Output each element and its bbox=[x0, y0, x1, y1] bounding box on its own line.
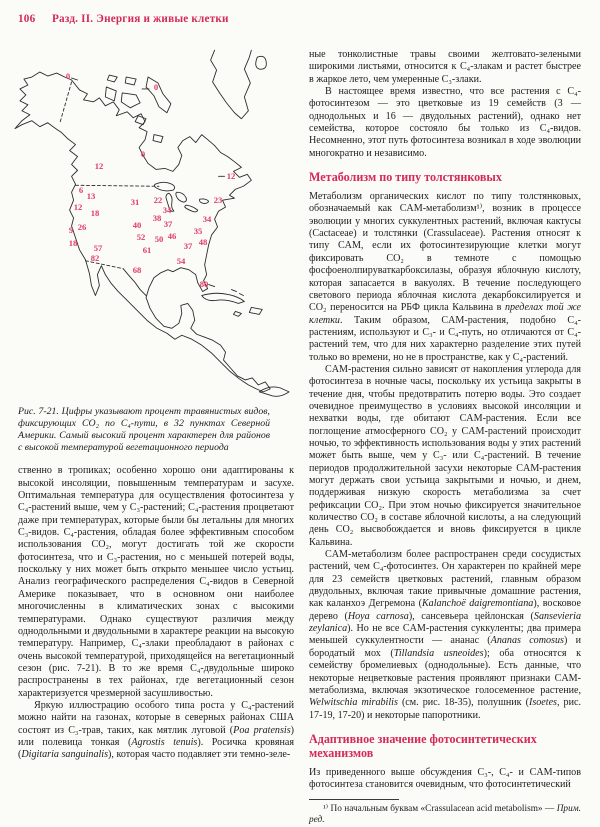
map-point-value: 34 bbox=[162, 205, 172, 215]
paragraph: CAM-метаболизм более распространен среди сосудистых растений, чем C₄-фотосинтез. Он характерен по крайней мере для 23 семейств цветковых растений, главным образом двудольных, включая такие привычные домашние растения, как каланхоэ Дегремона (Kalanchoë daigremontiana), восковое дерево (Hoya carnosa), сансевьера цейлонская (Sansevieria zeylanica). Но не все CAM-растения суккуленты; два примера меньшей суккулентности — ананас (Ananas comosus) и бородатый мох (Tillandsia usneoides); оба относятся к семейству бромелиевых (однодольные). Есть данные, что некоторые нецветковые растения проявляют признаки CAM-метаболизма, включая экзотическое голосеменное растение, Welwitschia mirabilis (см. рис. 18-35), полушник (Isoetes, рис. 17-19, 17-20) и некоторые папоротники. bbox=[309, 549, 581, 721]
arctic-island bbox=[121, 93, 140, 108]
page-number: 106 bbox=[18, 13, 36, 25]
jamaica bbox=[233, 311, 241, 316]
left-column-text bbox=[18, 465, 294, 761]
map-point-value: 82 bbox=[90, 253, 100, 263]
two-column-layout bbox=[18, 49, 581, 827]
border-us-canada-dashed bbox=[76, 185, 159, 186]
greenland-small-island bbox=[256, 56, 267, 69]
lake-erie bbox=[185, 205, 198, 212]
map-point-value: 0 bbox=[153, 82, 159, 92]
map-point-value: 50 bbox=[154, 234, 164, 244]
footnote-rule bbox=[309, 799, 399, 800]
paragraph: Яркую иллюстрацию особого типа роста у C₄-растений можно найти на газонах, которые в северных районах США состоят из C₃-трав, таких, как мятлик луговой (Poa pratensis) или полевица тонкая (Agrostis tenuis). Росичка кровяная (Digitaria sanguinalis), которая часто подавляет эти темно-зеле- bbox=[18, 699, 295, 761]
border-alaska-dashed bbox=[60, 82, 72, 124]
map-point-value: 35 bbox=[193, 226, 203, 236]
section-adaptive-significance-text bbox=[309, 767, 581, 792]
map-point-value: 68 bbox=[132, 265, 142, 275]
map-point-value: 37 bbox=[163, 219, 173, 229]
map-point-value: 31 bbox=[130, 197, 140, 207]
page-header bbox=[18, 13, 581, 25]
map-point-value: 22 bbox=[153, 195, 163, 205]
figure-7-21 bbox=[18, 49, 294, 454]
map-point-value: 61 bbox=[142, 245, 152, 255]
section-cam-metabolism-text bbox=[309, 191, 581, 722]
map-point-value: 13 bbox=[86, 191, 96, 201]
map-point-value: 80 bbox=[199, 279, 209, 289]
right-column-intro bbox=[309, 49, 581, 160]
map-point-value: 12 bbox=[94, 161, 104, 171]
map-point-value: 9 bbox=[68, 225, 74, 235]
map-point-value: 18 bbox=[90, 208, 100, 218]
baffin-island bbox=[146, 77, 171, 113]
hispaniola bbox=[249, 307, 262, 314]
map-point-value: 0 bbox=[65, 71, 71, 81]
bahamas bbox=[231, 290, 243, 296]
map-point-value: 18 bbox=[68, 238, 78, 248]
map-point-value: 37 bbox=[183, 241, 193, 251]
section-heading-adaptive-significance: Адаптивное значение фотосинтетических механизмов bbox=[309, 731, 537, 760]
figure-caption: Рис. 7-21. Цифры указывают процент травянистых видов, фиксирующих CO₂ по C₄-пути, в 32 пунктах Северной Америки. Самый высокий процент характерен для районов с высокой температурой вегетационного периода bbox=[18, 406, 270, 454]
cuba bbox=[202, 293, 245, 303]
left-column bbox=[18, 49, 294, 827]
map-point-value: 48 bbox=[198, 237, 208, 247]
paragraph: ные тонколистные травы своими желтовато-зелеными широкими листьями, относится к C₄-злакам и растет быстрее в жаркое лето, чем умеренные C₃-злаки. bbox=[309, 49, 581, 85]
map-point-value: 38 bbox=[152, 213, 162, 223]
arctic-island bbox=[125, 77, 136, 85]
section-heading-cam-metabolism: Метаболизм по типу толстянковых bbox=[309, 170, 502, 185]
right-column bbox=[309, 49, 581, 827]
chapter-title: Разд. II. Энергия и живые клетки bbox=[52, 13, 229, 25]
north-america-map-graphic bbox=[10, 49, 300, 401]
map-point-value: 57 bbox=[93, 243, 103, 253]
lake-huron bbox=[176, 192, 187, 202]
paragraph: В настоящее время известно, что все растения с C₄-фотосинтезом — это цветковые из 19 семейств (3 — однодольных и 16 — двудольных растений), однако нет семейства, которое состояло бы только из C₄-видов. Несомненно, этот путь фотосинтеза возникал в ходе эволюции многократно и независимо. bbox=[309, 86, 581, 159]
map-point-value: 34 bbox=[202, 214, 212, 224]
map-point-value: 40 bbox=[132, 220, 142, 230]
north-america-map bbox=[10, 49, 300, 401]
map-point-value: 46 bbox=[167, 231, 177, 241]
map-point-value: 0 bbox=[140, 149, 146, 159]
map-point-value: 12 bbox=[226, 171, 236, 181]
paragraph: CAM-растения сильно зависят от накопления углерода для фотосинтеза в ночные часы, поскольку их устьица закрыты в течение дня, чтобы предотвратить потерю воды. Это создает очевидное преимущество в условиях высокой инсоляции и нехватки воды, где обитают CAM-растения. Если все поглощение атмосферного CO₂ у CAM-растений происходит ночью, то эффективность использования воды у этих растений может быть выше, чем у C₃- или C₄-растений. В течение периодов продолжительной засухи некоторые CAM-растения могут держать свои устьица закрытыми и ночью, и днем, поддерживая низкую скорость метаболизма за счет рефиксации CO₂. При этом ночью фиксируется значительное количество CO₂ в составе яблочной кислоты, а на следующий день CO₂ высвобождается и вновь фиксируется в цикле Кальвина. bbox=[309, 363, 581, 548]
greenland-partial bbox=[211, 50, 252, 119]
paragraph: Из приведенного выше обсуждения C₃-, C₄- и CAM-типов фотосинтеза становится очевидным, что фотосинтетический bbox=[309, 766, 581, 791]
arctic-island bbox=[105, 87, 116, 101]
southampton-island bbox=[153, 135, 163, 143]
map-point-value: 6 bbox=[78, 185, 84, 195]
map-point-value: 26 bbox=[77, 222, 87, 232]
map-point-value: 12 bbox=[73, 202, 83, 212]
map-point-value: 23 bbox=[213, 195, 223, 205]
lake-ontario bbox=[199, 199, 208, 203]
footnote-text: ¹⁾ По начальным буквам «Crassulacean acid metabolism» — Прим. ред. bbox=[309, 803, 581, 826]
footnote-block bbox=[309, 799, 581, 827]
paragraph: ственно в тропиках; особенно хорошо они адаптированы к высокой инсоляции, повышенным температурам и засухе. Оптимальная температура для осуществления фотосинтеза у C₄-растений выше, чем у C₃-растений; C₄-растения процветают даже при температурах, которые были бы летальны для многих C₃-видов. C₄-растения, обладая более эффективным способом использования CO₂, могут достигать той же скорости фотосинтеза, что и C₃-растения, но с меньшей потерей воды, поскольку у них может быть открыто меньшее число устьиц. Анализ географического распределения C₄-видов в Северной Америке показывает, что в основном они наиболее многочисленны в климатических зонах с высокими температурами. Однако существуют различия между однодольными и двудольными в характере реакции на высокую температуру. Например, C₄-злаки преобладают в районах с очень высокой температурой, приходящейся на вегетационный сезон (рис. 7-21). В то же время C₄-двудольные широко распространены в тех районах, где вегетационный сезон характеризуется чрезмерной засушливостью. bbox=[18, 465, 294, 699]
map-point-value: 52 bbox=[136, 232, 146, 242]
map-point-value: 54 bbox=[176, 256, 186, 266]
arctic-island bbox=[107, 75, 117, 82]
paragraph: Метаболизм органических кислот по типу толстянковых, обозначаемый как CAM-метаболизм¹⁾, возник в процессе эволюции у многих суккулентных растений, включая кактусы (Cactaceae) и толстянки (Crassulaceae). Растения относят к типу CAM, если их фотосинтезирующие клетки могут фиксировать CO₂ в темноте с помощью фосфоенолпируваткарбоксилазы, образуя яблочную кислоту, которая запасается в вакуолях. В течение последующего светового периода яблочная кислота декарбоксилируется и CO₂ переносится на РБФ цикла Кальвина в пределах той же клетки. Таким образом, CAM-растения, подобно C₄-растениям, используют и C₃- и C₄-путь, но отличаются от C₄-растений тем, что для них характерно разделение этих путей только во времени, но не в пространстве, как у C₄-растений. bbox=[309, 191, 581, 363]
